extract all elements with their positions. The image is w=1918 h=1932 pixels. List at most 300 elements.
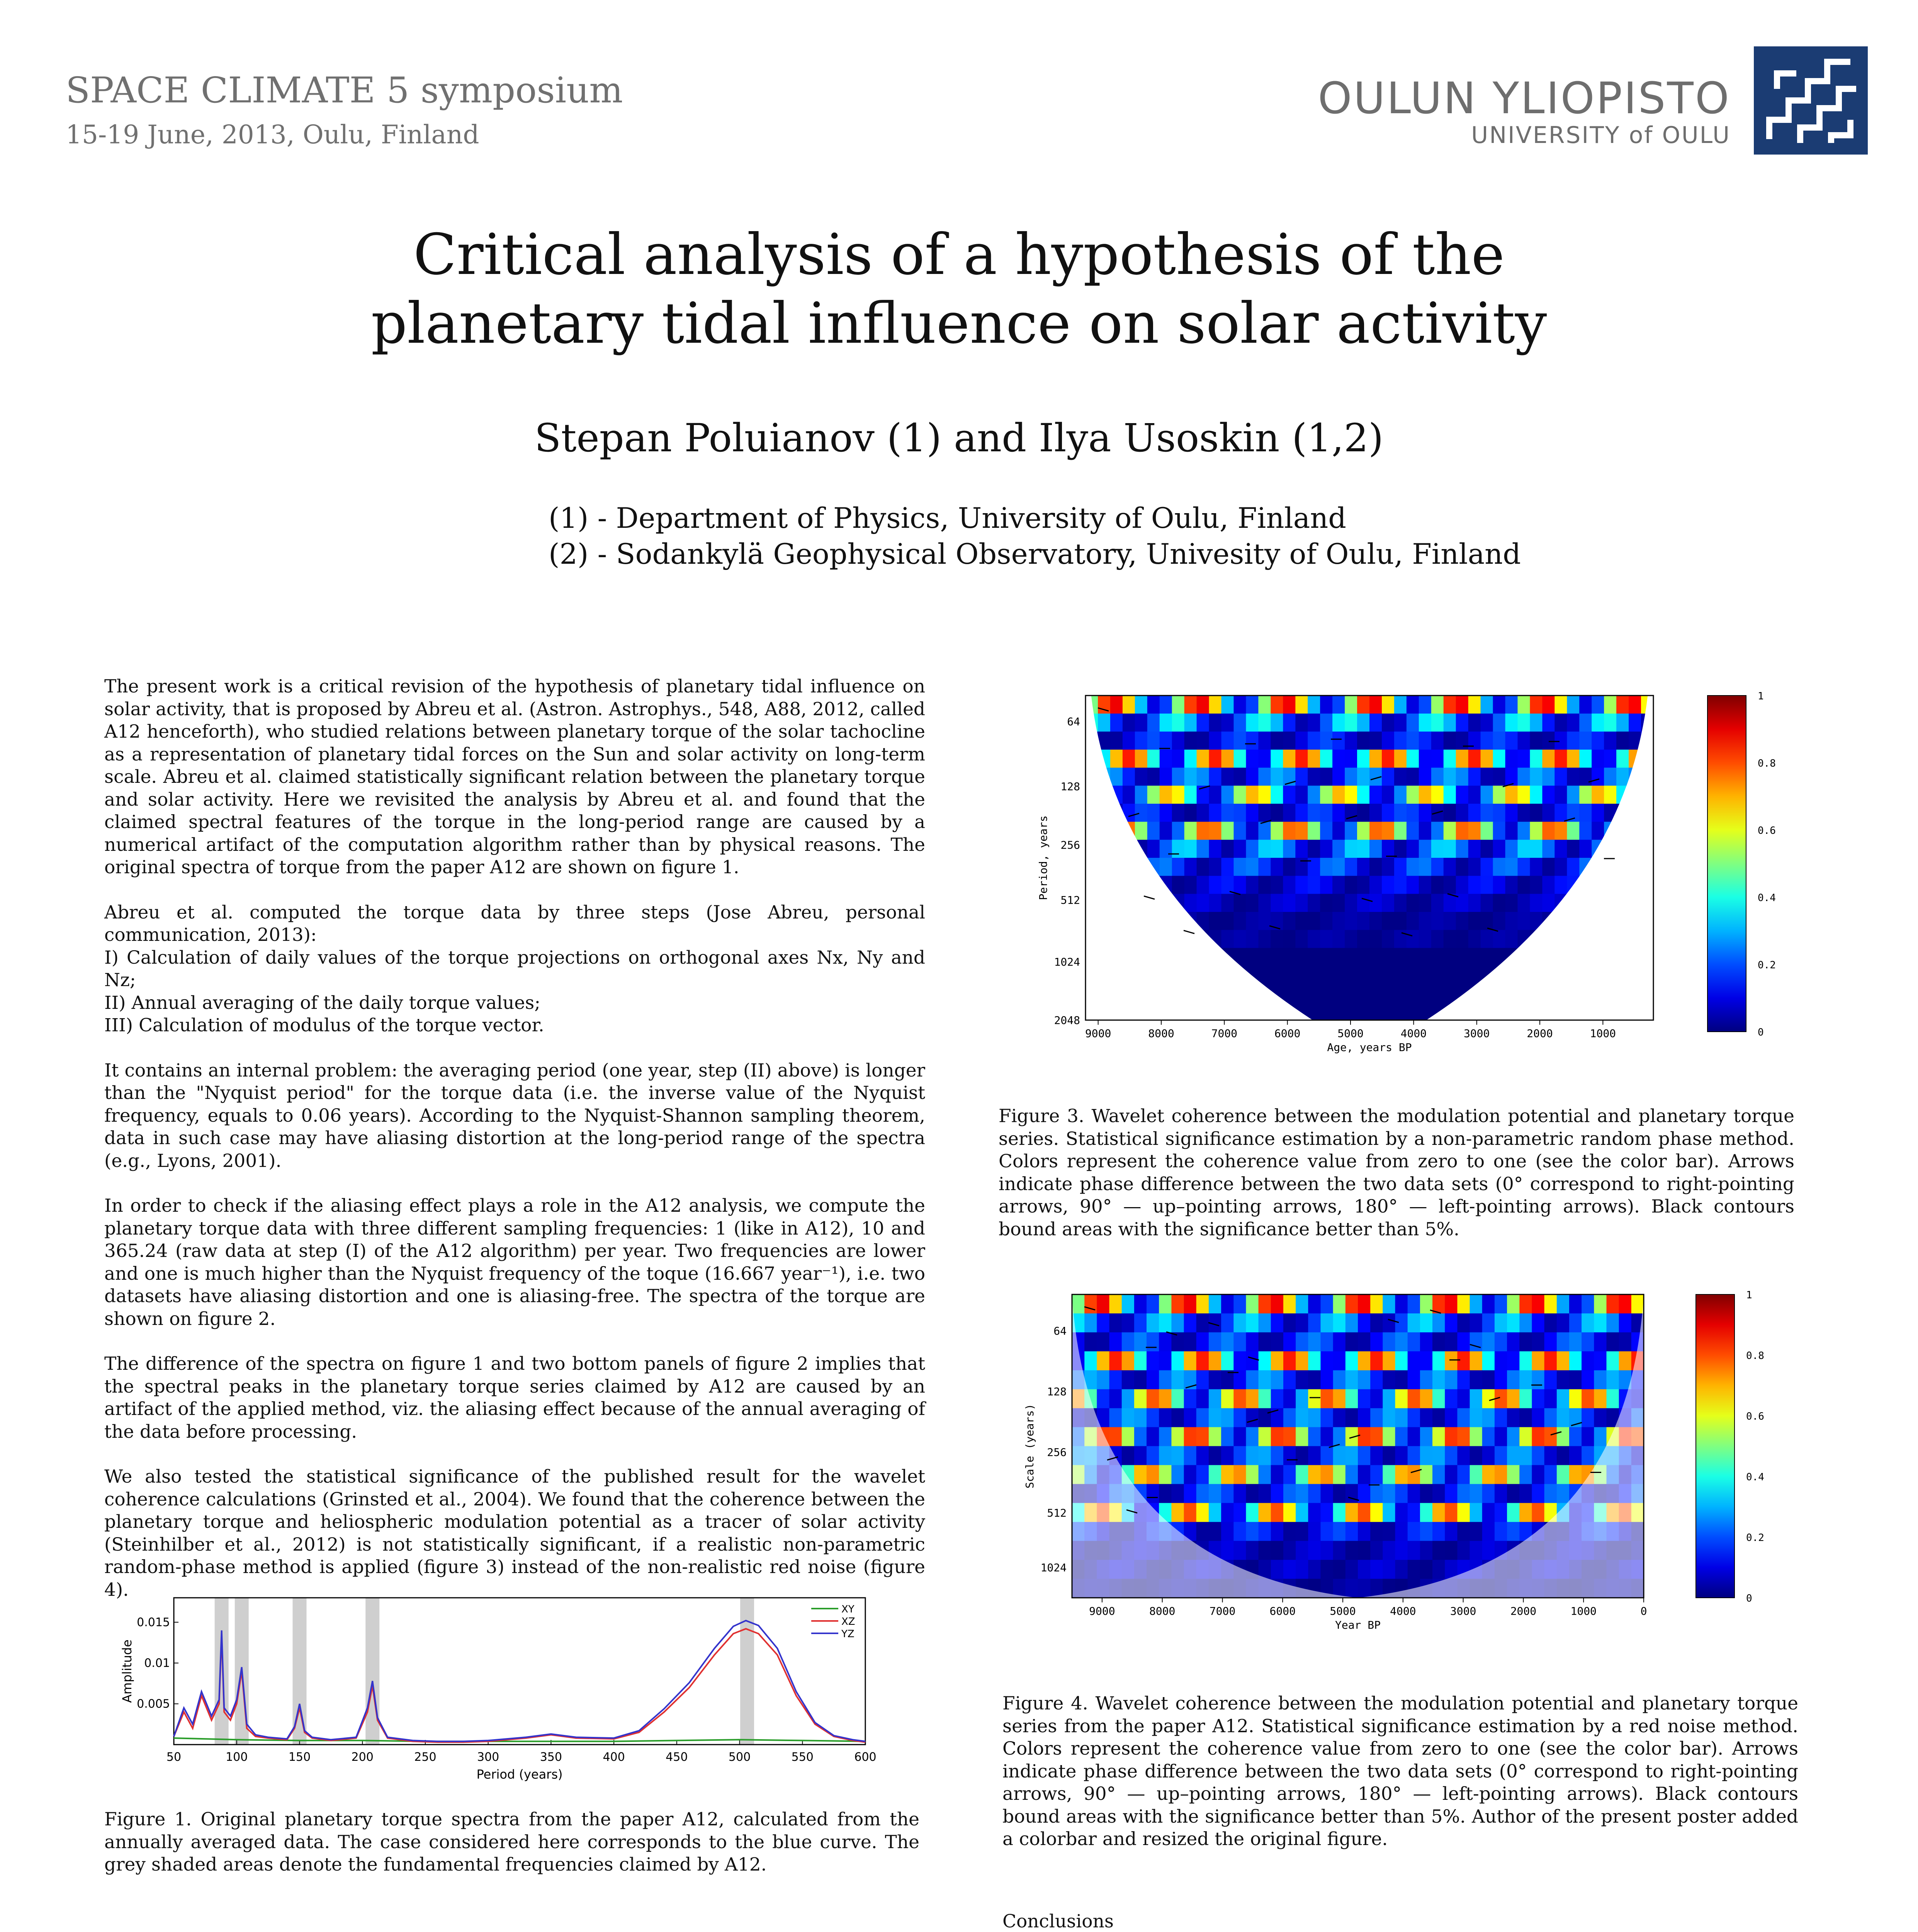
coherence-cell <box>1283 1313 1296 1333</box>
coherence-cell <box>1456 966 1469 985</box>
coherence-cell <box>1271 804 1283 822</box>
coherence-cell <box>1221 1389 1234 1408</box>
coherence-cell <box>1505 750 1518 768</box>
coherence-cell <box>1196 1465 1209 1485</box>
coherence-cell <box>1271 1446 1284 1466</box>
y-tick-label: 128 <box>1060 780 1080 793</box>
x-tick-label: 2000 <box>1510 1605 1537 1617</box>
coherence-cell <box>1507 1408 1520 1427</box>
coherence-cell <box>1395 1503 1408 1522</box>
coherence-cell <box>1209 768 1222 786</box>
coherence-cell <box>1283 696 1296 714</box>
coherence-cell <box>1320 948 1333 966</box>
coherence-cell <box>1518 804 1531 822</box>
coherence-cell <box>1209 1389 1221 1408</box>
coherence-cell <box>1159 1351 1172 1371</box>
coherence-cell <box>1197 894 1210 912</box>
coherence-cell <box>1283 1332 1296 1352</box>
coherence-cell <box>1420 1503 1433 1522</box>
coherence-cell <box>1419 696 1432 714</box>
colorbar <box>1707 696 1746 1032</box>
coherence-cell <box>1258 930 1271 949</box>
coherence-cell <box>1234 786 1247 804</box>
coherence-cell <box>1172 840 1185 858</box>
body-text <box>104 675 925 1624</box>
coherence-cell <box>1259 1446 1271 1466</box>
coherence-cell <box>1582 1313 1594 1333</box>
coherence-cell <box>1518 840 1531 858</box>
coherence-cell <box>1333 1446 1346 1466</box>
coherence-cell <box>1296 1332 1308 1352</box>
coherence-cell <box>1246 1332 1259 1352</box>
coherence-cell <box>1147 696 1160 714</box>
y-tick-label: 512 <box>1060 894 1080 907</box>
coherence-cell <box>1495 1503 1507 1522</box>
coherence-cell <box>1358 1332 1371 1352</box>
coherence-cell <box>1382 930 1395 949</box>
coherence-cell <box>1345 1503 1358 1522</box>
university-name-fi: OULUN YLIOPISTO <box>1318 73 1731 124</box>
coherence-cell <box>1579 731 1592 750</box>
x-tick-label: 1000 <box>1570 1605 1597 1617</box>
coherence-cell <box>1122 1351 1135 1371</box>
coherence-cell <box>1432 1465 1445 1485</box>
coherence-cell <box>1246 1408 1259 1427</box>
coherence-cell <box>1530 696 1543 714</box>
coherence-cell <box>1507 1484 1520 1503</box>
coherence-cell <box>1271 1522 1284 1541</box>
coherence-cell <box>1395 1465 1408 1485</box>
x-tick-label: 4000 <box>1400 1027 1427 1040</box>
coherence-cell <box>1383 1484 1395 1503</box>
coherence-cell <box>1358 1351 1371 1371</box>
coherence-cell <box>1369 822 1382 840</box>
coherence-cell <box>1358 1389 1371 1408</box>
coherence-cell <box>1259 1522 1271 1541</box>
coherence-cell <box>1505 858 1518 876</box>
coherence-cell <box>1582 1294 1594 1314</box>
coherence-cell <box>1246 948 1259 966</box>
coherence-cell <box>1233 1541 1246 1560</box>
coherence-cell <box>1481 731 1493 750</box>
coherence-cell <box>1196 1370 1209 1389</box>
coherence-cell <box>1246 1484 1259 1503</box>
coherence-cell <box>1233 1408 1246 1427</box>
coherence-cell <box>1196 1446 1209 1466</box>
coherence-cell <box>1432 1408 1445 1427</box>
coherence-cell <box>1357 876 1370 895</box>
coherence-cell <box>1321 1408 1334 1427</box>
affiliation-2: (2) - Sodankylä Geophysical Observatory, Univesity of Oulu, Finland <box>549 538 1521 571</box>
coherence-cell <box>1468 786 1481 804</box>
coherence-cell <box>1493 912 1506 930</box>
coherence-cell <box>1505 786 1518 804</box>
coherence-cell <box>1519 1389 1532 1408</box>
coherence-cell <box>1432 1484 1445 1503</box>
coherence-cell <box>1258 804 1271 822</box>
coherence-cell <box>1408 1294 1420 1314</box>
coherence-cell <box>1370 1484 1383 1503</box>
coherence-cell <box>1184 1294 1197 1314</box>
coherence-cell <box>1246 750 1259 768</box>
coherence-cell <box>1197 714 1210 732</box>
coherence-cell <box>1358 1427 1371 1446</box>
coherence-cell <box>1296 1389 1308 1408</box>
coherence-cell <box>1184 894 1197 912</box>
coherence-cell <box>1594 1427 1607 1446</box>
coherence-cell <box>1184 1503 1197 1522</box>
coherence-cell <box>1394 804 1407 822</box>
coherence-cell <box>1172 858 1185 876</box>
coherence-cell <box>1482 1541 1495 1560</box>
coherence-cell <box>1518 714 1531 732</box>
coherence-cell <box>1147 1427 1159 1446</box>
coherence-cell <box>1258 966 1271 985</box>
coherence-cell <box>1542 822 1555 840</box>
coherence-cell <box>1321 1446 1334 1466</box>
x-tick-label: 500 <box>728 1750 751 1764</box>
coherence-cell <box>1482 1408 1495 1427</box>
step-3: III) Calculation of modulus of the torque vector. <box>104 1015 544 1036</box>
coherence-cell <box>1369 714 1382 732</box>
coherence-cell <box>1408 1560 1420 1579</box>
coherence-cell <box>1147 1313 1159 1333</box>
conference-name: SPACE CLIMATE 5 symposium <box>66 70 623 111</box>
coherence-cell <box>1320 840 1333 858</box>
colorbar-tick-label: 0.8 <box>1746 1350 1764 1362</box>
coherence-cell <box>1470 1427 1483 1446</box>
coherence-cell <box>1321 1294 1334 1314</box>
coherence-cell <box>1445 1389 1458 1408</box>
coherence-cell <box>1505 696 1518 714</box>
coherence-cell <box>1544 1465 1557 1485</box>
coherence-cell <box>1308 1465 1321 1485</box>
coherence-cell <box>1495 1446 1507 1466</box>
coherence-cell <box>1221 1370 1234 1389</box>
coherence-cell <box>1097 1351 1109 1371</box>
coherence-cell <box>1557 1332 1570 1352</box>
coherence-cell <box>1481 894 1493 912</box>
coherence-cell <box>1383 1389 1395 1408</box>
coherence-cell <box>1308 1484 1321 1503</box>
coherence-cell <box>1408 1351 1420 1371</box>
coherence-cell <box>1518 731 1531 750</box>
coherence-cell <box>1134 1446 1147 1466</box>
coherence-cell <box>1296 1465 1308 1485</box>
coherence-cell <box>1431 894 1444 912</box>
coherence-cell <box>1295 840 1308 858</box>
coherence-cell <box>1333 1522 1346 1541</box>
coherence-cell <box>1407 696 1419 714</box>
shaded-band <box>365 1598 379 1745</box>
coherence-cell <box>1445 1332 1458 1352</box>
coherence-cell <box>1122 1408 1135 1427</box>
coherence-cell <box>1482 1294 1495 1314</box>
coherence-cell <box>1408 1503 1420 1522</box>
coherence-cell <box>1382 750 1395 768</box>
coherence-cell <box>1296 1427 1308 1446</box>
coherence-cell <box>1233 1351 1246 1371</box>
coherence-cell <box>1084 1351 1097 1371</box>
coherence-cell <box>1159 1294 1172 1314</box>
coherence-cell <box>1134 1427 1147 1446</box>
coherence-cell <box>1357 966 1370 985</box>
coherence-cell <box>1542 786 1555 804</box>
coherence-cell <box>1420 1427 1433 1446</box>
coherence-cell <box>1457 1484 1470 1503</box>
coherence-cell <box>1308 1294 1321 1314</box>
coherence-cell <box>1160 786 1172 804</box>
coherence-cell <box>1507 1465 1520 1485</box>
coherence-cell <box>1332 876 1345 895</box>
coherence-cell <box>1171 1427 1184 1446</box>
coherence-cell <box>1432 1541 1445 1560</box>
paragraph-nyquist: It contains an internal problem: the averaging period (one year, step (II) above) is longer than the "Nyquist period" for the torque data (i.e. the inverse value of the Nyquist frequency, equals to 0.06 years). According to the Nyquist-Shannon sampling theorem, data in such case may have aliasing distortion at the long-period range of the spectra (e.g., Lyons, 2001). <box>104 1060 925 1172</box>
coherence-cell <box>1407 930 1419 949</box>
coherence-cell <box>1171 1313 1184 1333</box>
coherence-cell <box>1233 1446 1246 1466</box>
coherence-cell <box>1295 786 1308 804</box>
coherence-cell <box>1370 1351 1383 1371</box>
coherence-cell <box>1109 1408 1122 1427</box>
coherence-cell <box>1345 876 1357 895</box>
coherence-cell <box>1196 1484 1209 1503</box>
coherence-cell <box>1321 1560 1334 1579</box>
coherence-cell <box>1246 1427 1259 1446</box>
coherence-cell <box>1271 948 1283 966</box>
coherence-cell <box>1332 696 1345 714</box>
coherence-cell <box>1308 1002 1320 1020</box>
coherence-cell <box>1271 1389 1284 1408</box>
series-line-xz <box>174 1629 865 1742</box>
coherence-cell <box>1209 786 1222 804</box>
coherence-cell <box>1408 1427 1420 1446</box>
coherence-cell <box>1283 714 1296 732</box>
x-tick-label: 50 <box>166 1750 182 1764</box>
coherence-cell <box>1333 1541 1346 1560</box>
coherence-cell <box>1457 1313 1470 1333</box>
coherence-cell <box>1544 1351 1557 1371</box>
coherence-cell <box>1160 731 1172 750</box>
coherence-cell <box>1383 1294 1395 1314</box>
coherence-cell <box>1308 822 1320 840</box>
coherence-cell <box>1321 1503 1334 1522</box>
coherence-cell <box>1332 858 1345 876</box>
coherence-cell <box>1234 768 1247 786</box>
coherence-cell <box>1097 1332 1109 1352</box>
y-tick-label: 256 <box>1047 1446 1067 1459</box>
coherence-cell <box>1394 714 1407 732</box>
coherence-cell <box>1481 750 1493 768</box>
coherence-cell <box>1147 1484 1159 1503</box>
coherence-cell <box>1507 1503 1520 1522</box>
coherence-cell <box>1098 696 1111 714</box>
coherence-cell <box>1604 768 1617 786</box>
coherence-cell <box>1134 1332 1147 1352</box>
x-tick-label: 6000 <box>1274 1027 1301 1040</box>
coherence-cell <box>1619 1351 1632 1371</box>
coherence-cell <box>1196 1332 1209 1352</box>
coherence-cell <box>1407 1002 1419 1020</box>
coherence-cell <box>1420 1465 1433 1485</box>
coherence-cell <box>1333 1484 1346 1503</box>
step-1: I) Calculation of daily values of the torque projections on orthogonal axes Nx, Ny and Nz; <box>104 947 925 991</box>
paragraph-sampling: In order to check if the aliasing effect plays a role in the A12 analysis, we compute the planetary torque data with three different sampling frequencies: 1 (like in A12), 10 and 365.24 (raw data at step (I) of the A12 algorithm) per year. Two frequencies are lower and one is much higher than the Nyquist frequency of the toque (16.667 year⁻¹), i.e. two datasets have aliasing distortion and one is aliasing-free. The spectra of the torque are shown on figure 2. <box>104 1195 925 1330</box>
coherence-cell <box>1383 1560 1395 1579</box>
coherence-cell <box>1259 1332 1271 1352</box>
coherence-cell <box>1295 894 1308 912</box>
coherence-cell <box>1295 804 1308 822</box>
coherence-cell <box>1209 840 1222 858</box>
coherence-cell <box>1333 1332 1346 1352</box>
coherence-cell <box>1569 1351 1582 1371</box>
coherence-cell <box>1246 1465 1259 1485</box>
coherence-cell <box>1468 731 1481 750</box>
coherence-cell <box>1495 1522 1507 1541</box>
coherence-cell <box>1296 1560 1308 1579</box>
colorbar-tick-label: 0.8 <box>1758 758 1776 769</box>
coherence-cell <box>1345 822 1357 840</box>
x-tick-label: 300 <box>477 1750 499 1764</box>
coherence-cell <box>1594 1294 1607 1314</box>
coherence-cell <box>1432 1313 1445 1333</box>
coherence-cell <box>1607 1389 1619 1408</box>
coherence-cell <box>1271 1313 1284 1333</box>
coherence-cell <box>1283 1370 1296 1389</box>
coherence-cell <box>1468 768 1481 786</box>
coherence-cell <box>1445 1503 1458 1522</box>
plot-frame <box>174 1598 865 1745</box>
coherence-cell <box>1134 1294 1147 1314</box>
y-axis-label: Scale (years) <box>1023 1403 1036 1489</box>
coherence-cell <box>1629 714 1641 732</box>
coherence-cell <box>1432 1370 1445 1389</box>
coherence-cell <box>1171 1484 1184 1503</box>
coherence-cell <box>1295 966 1308 985</box>
coherence-cell <box>1172 696 1185 714</box>
coherence-cell <box>1432 1427 1445 1446</box>
coherence-cell <box>1357 696 1370 714</box>
coherence-cell <box>1444 894 1456 912</box>
coherence-cell <box>1209 1408 1221 1427</box>
coherence-cell <box>1382 1002 1395 1020</box>
coherence-cell <box>1271 1560 1284 1579</box>
coherence-cell <box>1420 1313 1433 1333</box>
coherence-cell <box>1271 1370 1284 1389</box>
coherence-cell <box>1109 1313 1122 1333</box>
coherence-cell <box>1283 1541 1296 1560</box>
coherence-cell <box>1246 804 1259 822</box>
coherence-cell <box>1544 1313 1557 1333</box>
coherence-cell <box>1332 714 1345 732</box>
x-tick-label: 9000 <box>1085 1027 1111 1040</box>
coherence-cell <box>1481 768 1493 786</box>
coherence-cell <box>1209 1446 1221 1466</box>
coherence-cell <box>1468 966 1481 985</box>
coherence-cell <box>1530 786 1543 804</box>
coherence-cell <box>1445 1351 1458 1371</box>
coherence-cell <box>1407 876 1419 895</box>
coherence-cell <box>1184 822 1197 840</box>
coherence-cell <box>1369 750 1382 768</box>
coherence-cell <box>1246 768 1259 786</box>
coherence-cell <box>1345 984 1357 1003</box>
coherence-cell <box>1432 1560 1445 1579</box>
coherence-cell <box>1258 731 1271 750</box>
coherence-cell <box>1493 858 1506 876</box>
coherence-cell <box>1357 714 1370 732</box>
coherence-cell <box>1470 1313 1483 1333</box>
coherence-cell <box>1147 1446 1159 1466</box>
coherence-cell <box>1172 786 1185 804</box>
coherence-cell <box>1271 1427 1284 1446</box>
coherence-cell <box>1122 1370 1135 1389</box>
coherence-cell <box>1221 1427 1234 1446</box>
coherence-cell <box>1383 1332 1395 1352</box>
coherence-cell <box>1383 1503 1395 1522</box>
coherence-cell <box>1271 1484 1284 1503</box>
coherence-cell <box>1481 912 1493 930</box>
coherence-cell <box>1122 1446 1135 1466</box>
coherence-cell <box>1457 1522 1470 1541</box>
coherence-cell <box>1470 1446 1483 1466</box>
affiliation-1: (1) - Department of Physics, University of Oulu, Finland <box>549 502 1347 535</box>
coherence-cell <box>1554 714 1567 732</box>
coherence-cell <box>1332 1002 1345 1020</box>
coherence-cell <box>1321 1465 1334 1485</box>
coherence-cell <box>1604 750 1617 768</box>
coherence-cell <box>1419 750 1432 768</box>
coherence-cell <box>1147 750 1160 768</box>
coherence-cell <box>1408 1313 1420 1333</box>
coherence-cell <box>1579 768 1592 786</box>
coherence-cell <box>1395 1332 1408 1352</box>
coherence-cell <box>1544 1294 1557 1314</box>
coherence-cell <box>1172 876 1185 895</box>
coherence-cell <box>1345 912 1357 930</box>
coherence-cell <box>1382 714 1395 732</box>
coherence-cell <box>1295 750 1308 768</box>
series-line-yz <box>174 1621 865 1742</box>
coherence-cell <box>1394 750 1407 768</box>
coherence-cell <box>1097 1370 1109 1389</box>
conference-dates: 15-19 June, 2013, Oulu, Finland <box>66 120 479 150</box>
coherence-cell <box>1357 912 1370 930</box>
coherence-cell <box>1383 1541 1395 1560</box>
coherence-cell <box>1159 1389 1172 1408</box>
coherence-cell <box>1604 714 1617 732</box>
coherence-cell <box>1594 1389 1607 1408</box>
coherence-cell <box>1532 1370 1544 1389</box>
coherence-cell <box>1320 696 1333 714</box>
coherence-cell <box>1283 731 1296 750</box>
coherence-cell <box>1271 1465 1284 1485</box>
colorbar-tick-label: 1 <box>1746 1289 1752 1301</box>
coherence-cell <box>1283 966 1296 985</box>
coherence-cell <box>1456 840 1469 858</box>
coherence-cell <box>1408 1389 1420 1408</box>
coherence-cell <box>1395 1313 1408 1333</box>
coherence-cell <box>1308 930 1320 949</box>
coherence-cell <box>1456 930 1469 949</box>
coherence-cell <box>1493 894 1506 912</box>
coherence-cell <box>1135 804 1148 822</box>
coherence-cell <box>1308 1522 1321 1541</box>
coherence-cell <box>1431 696 1444 714</box>
coherence-cell <box>1495 1332 1507 1352</box>
coherence-cell <box>1542 858 1555 876</box>
coherence-cell <box>1320 858 1333 876</box>
